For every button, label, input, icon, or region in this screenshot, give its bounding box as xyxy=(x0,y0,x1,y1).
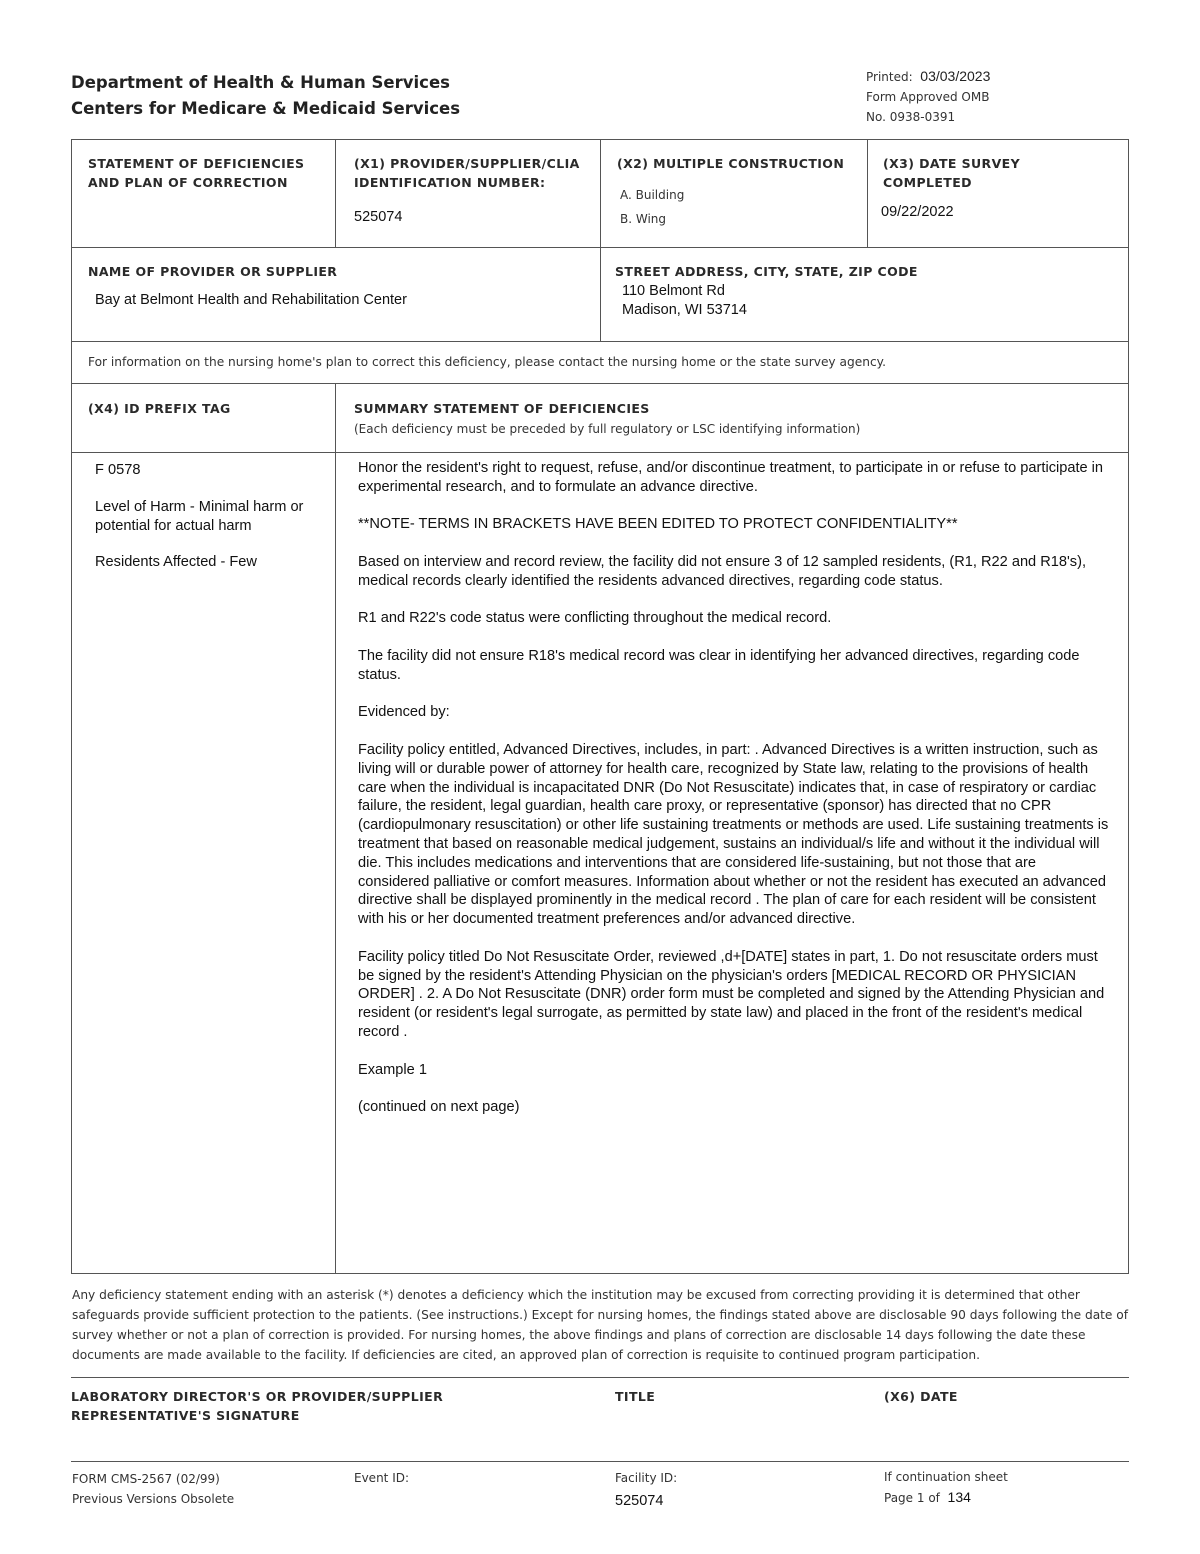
page-total: 134 xyxy=(947,1489,971,1505)
signature-top-line xyxy=(71,1377,1129,1378)
x2-building: A. Building xyxy=(620,188,685,202)
row2-bottom xyxy=(71,341,1129,342)
deficiency-tag-column xyxy=(95,461,325,590)
paragraph: **NOTE- TERMS IN BRACKETS HAVE BEEN EDITED TO PROTECT CONFIDENTIALITY** xyxy=(358,516,958,533)
x3-survey-date: 09/22/2022 xyxy=(881,204,954,220)
address-line-1: 110 Belmont Rd xyxy=(622,283,725,299)
form-approved: Form Approved OMB xyxy=(866,90,990,104)
paragraph: Facility policy entitled, Advanced Directives, includes, in part: . Advanced Directives is a written instruction, such as living will or durable power of attorney for health care, recognized by State law, relating to the provisions of health care when the individual is incapacitated DNR (Do Not Resuscitate) indicates that, in case of respiratory or cardiac failure, the resident, legal guardian, health care proxy, or representative (sponsor) has directed that no CPR (cardiopulmonary resuscitation) or other life sustaining treatments or methods are used. Life sustaining treatments is treatment that based on reasonable medical judgement, sustains an individual/s life and without it the individual will die. This includes medications and interventions that are considered life-sustaining, but not those that are considered palliative or comfort measures. Information about whether or not the resident has executed an advanced directive shall be displayed prominently in the medical record . The plan of care for each resident will be consistent with his or her documented treatment preferences and/or advanced directive. xyxy=(358,741,1109,928)
paragraph: Based on interview and record review, the facility did not ensure 3 of 12 sampled residents, (R1, R22 and R18's), medical records clearly identified the residents advanced directives, regarding code status. xyxy=(358,553,1086,589)
harm-level: Level of Harm - Minimal harm or potential for actual harm xyxy=(95,498,304,534)
signature-label: LABORATORY DIRECTOR'S OR PROVIDER/SUPPLIER REPRESENTATIVE'S SIGNATURE xyxy=(71,1389,444,1423)
page-info xyxy=(884,1467,1008,1508)
provider-label: NAME OF PROVIDER OR SUPPLIER xyxy=(88,264,338,279)
x2-label: (X2) MULTIPLE CONSTRUCTION xyxy=(617,156,845,171)
provider-name: Bay at Belmont Health and Rehabilitation Center xyxy=(95,292,407,308)
paragraph: Example 1 xyxy=(358,1061,427,1078)
row1-bottom xyxy=(71,247,1129,248)
obsolete-note: Previous Versions Obsolete xyxy=(72,1492,235,1506)
omb-number: No. 0938-0391 xyxy=(866,110,956,124)
agency-subname: Centers for Medicare & Medicaid Services xyxy=(71,99,461,118)
disclaimer: Any deficiency statement ending with an asterisk (*) denotes a deficiency which the institution may be excused from correcting providing it is determined that other safeguards provide sufficient protection to the patients. (See instructions.) Except for nursing homes, the findings stated above are disclosable 90 days following the date of survey whether or not a plan of correction is provided. For nursing homes, the above findings and plans of correction are disclosable 14 days following the date these documents are made available to the facility. If deficiencies are cited, an approved plan of correction is requisite to continued program participation. xyxy=(72,1288,1129,1362)
row1-divider-1 xyxy=(335,139,336,248)
form-info xyxy=(72,1469,234,1509)
title-label: TITLE xyxy=(615,1389,656,1404)
paragraph: The facility did not ensure R18's medical record was clear in identifying her advanced directives, regarding code status. xyxy=(358,647,1080,683)
summary-subtitle: (Each deficiency must be preceded by full regulatory or LSC identifying information) xyxy=(354,422,861,436)
row4-bottom xyxy=(71,452,1129,453)
x2-wing: B. Wing xyxy=(620,212,667,226)
x1-label: (X1) PROVIDER/SUPPLIER/CLIA IDENTIFICATION NUMBER: xyxy=(354,156,580,190)
column-divider xyxy=(335,383,336,1274)
printed-date: 03/03/2023 xyxy=(920,68,991,84)
agency-header xyxy=(71,70,460,122)
x1-provider-id: 525074 xyxy=(354,209,403,225)
residents-affected: Residents Affected - Few xyxy=(95,554,257,571)
address-label: STREET ADDRESS, CITY, STATE, ZIP CODE xyxy=(615,264,918,279)
agency-name: Department of Health & Human Services xyxy=(71,73,450,92)
info-note: For information on the nursing home's plan to correct this deficiency, please contact the nursing home or the state survey agency. xyxy=(88,355,886,369)
paragraph: Evidenced by: xyxy=(358,704,450,721)
row1-divider-3 xyxy=(867,139,868,248)
address-line-2: Madison, WI 53714 xyxy=(622,302,747,318)
table-border-bottom xyxy=(71,1273,1129,1274)
table-border-right xyxy=(1128,139,1129,1274)
x6-date-label: (X6) DATE xyxy=(884,1389,958,1404)
form-number: FORM CMS-2567 (02/99) xyxy=(72,1472,220,1486)
row1-divider-2 xyxy=(600,139,601,342)
event-id-label: Event ID: xyxy=(354,1471,410,1485)
statement-label: STATEMENT OF DEFICIENCIES AND PLAN OF CORRECTION xyxy=(88,156,305,190)
table-border-left xyxy=(71,139,72,1274)
continuation-label: If continuation sheet xyxy=(884,1470,1008,1484)
facility-id-label: Facility ID: xyxy=(615,1471,678,1485)
deficiency-tag: F 0578 xyxy=(95,462,141,478)
paragraph: Facility policy titled Do Not Resuscitate Order, reviewed ,d+[DATE] states in part, 1. Do not resuscitate orders must be signed by the resident's Attending Physician on the physician's orders [MEDICAL RECORD OR PHYSICIAN ORDER] . 2. A Do Not Resuscitate (DNR) order form must be completed and signed by the Attending Physician and resident (or resident's legal surrogate, as permitted by state law) and placed in the front of the resident's medical record . xyxy=(358,948,1105,1040)
deficiency-statement xyxy=(358,459,1110,1136)
x4-label: (X4) ID PREFIX TAG xyxy=(88,401,231,416)
facility-id: 525074 xyxy=(615,1493,664,1509)
row3-bottom xyxy=(71,383,1129,384)
x3-label: (X3) DATE SURVEY COMPLETED xyxy=(883,156,1021,190)
summary-label: SUMMARY STATEMENT OF DEFICIENCIES xyxy=(354,401,650,416)
footer-line xyxy=(71,1461,1129,1462)
continued-note: (continued on next page) xyxy=(358,1099,520,1116)
page-label: Page 1 of xyxy=(884,1491,940,1505)
print-info xyxy=(866,66,990,127)
paragraph: Honor the resident's right to request, refuse, and/or discontinue treatment, to participate in or refuse to participate in experimental research, and to formulate an advance directive. xyxy=(358,460,1104,495)
printed-label: Printed: xyxy=(866,70,913,84)
paragraph: R1 and R22's code status were conflicting throughout the medical record. xyxy=(358,610,832,627)
